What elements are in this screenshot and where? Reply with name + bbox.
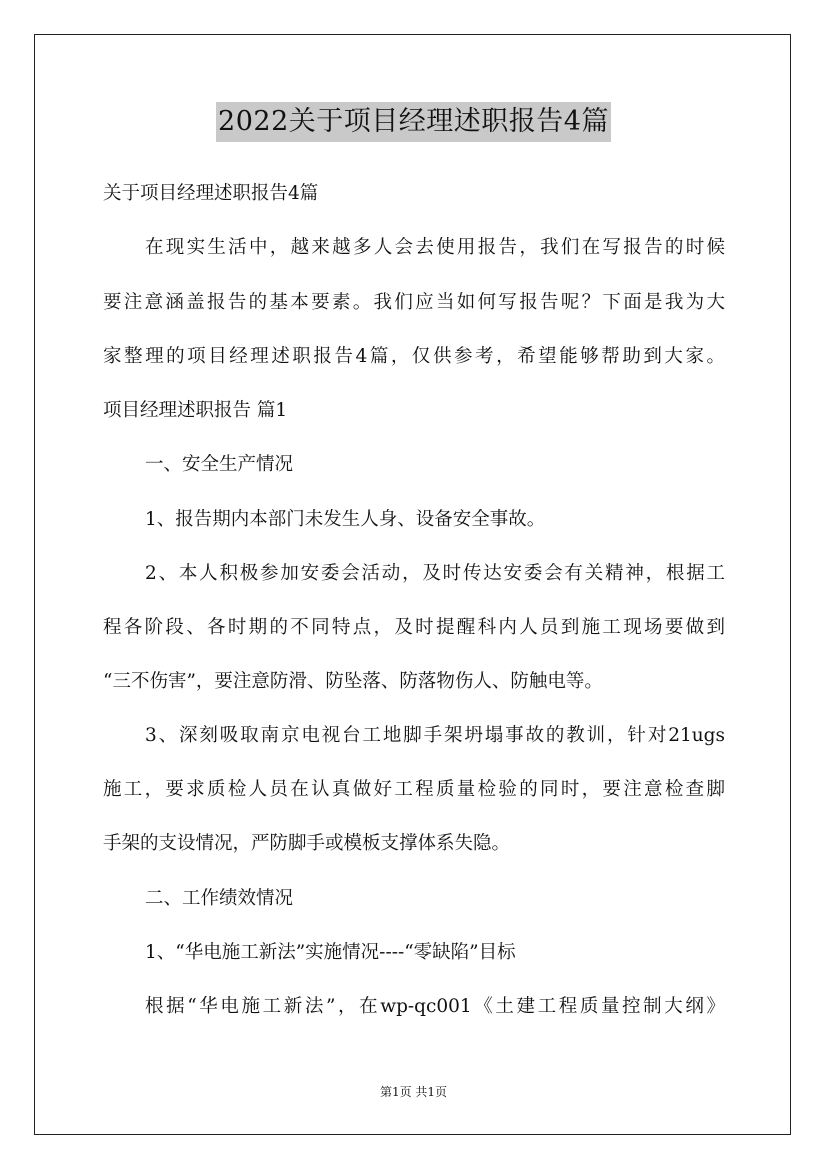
- paragraph-line: 要注意涵盖报告的基本要素。我们应当如何写报告呢？下面是我为大: [103, 292, 725, 313]
- paragraph-line: 1、“华电施工新法”实施情况----“零缺陷”目标: [145, 942, 516, 963]
- paragraph-line: 3、深刻吸取南京电视台工地脚手架坍塌事故的教训，针对21ugs: [145, 725, 725, 746]
- paragraph-line: 1、报告期内本部门未发生人身、设备安全事故。: [145, 509, 546, 530]
- section-heading: 项目经理述职报告 篇1: [103, 400, 288, 421]
- paragraph-line: “三不伤害”，要注意防滑、防坠落、防落物伤人、防触电等。: [103, 671, 603, 692]
- section-heading: 一、安全生产情况: [145, 454, 294, 475]
- paragraph-line: 2、本人积极参加安委会活动，及时传达安委会有关精神，根据工: [145, 563, 725, 584]
- section-heading: 二、工作绩效情况: [145, 888, 294, 909]
- paragraph-line: 施工，要求质检人员在认真做好工程质量检验的同时，要注意检查脚: [103, 779, 725, 800]
- document-title: 2022关于项目经理述职报告4篇: [216, 102, 611, 142]
- paragraph-line: 程各阶段、各时期的不同特点，及时提醒科内人员到施工现场要做到: [103, 617, 725, 638]
- paragraph-line: 在现实生活中，越来越多人会去使用报告，我们在写报告的时候: [145, 237, 725, 258]
- paragraph-line: 根据“华电施工新法”，在wp-qc001《土建工程质量控制大纲》: [145, 996, 725, 1017]
- paragraph-line: 手架的支设情况，严防脚手或模板支撑体系失隐。: [103, 833, 511, 854]
- page-number: 第1页 共1页: [379, 1085, 448, 1099]
- document-subtitle: 关于项目经理述职报告4篇: [103, 183, 319, 204]
- title-container: [0, 102, 827, 142]
- paragraph-line: 家整理的项目经理述职报告4篇，仅供参考，希望能够帮助到大家。: [103, 346, 725, 367]
